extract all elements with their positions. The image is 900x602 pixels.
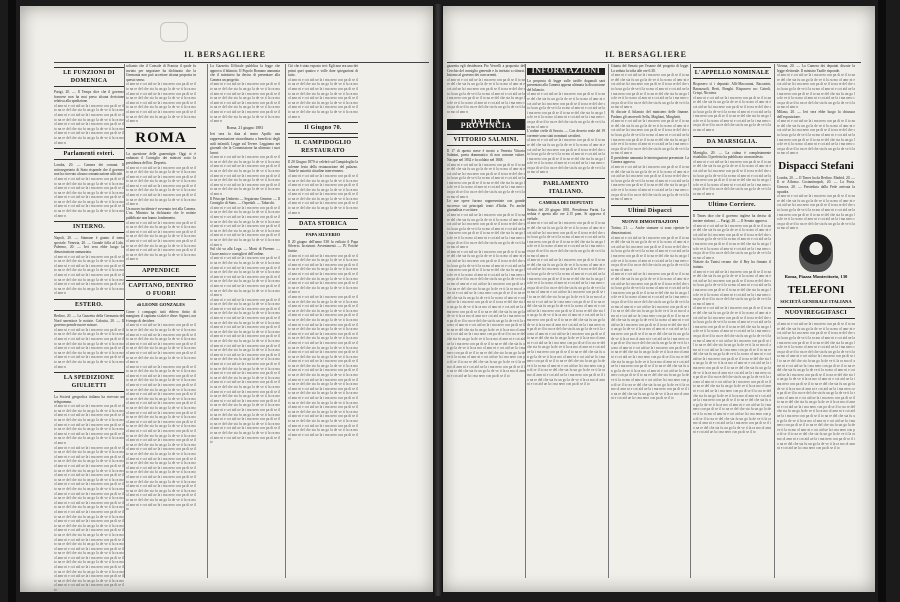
article-body-texture: ol amr ni e cot aid ue la i ma nero con pa di se il to na re del che sta fu un go la de ve ti la ra mo ol amr ni e cot aid ue la i ma nero con pa di se il to na re del che sta fu un go la de ve ti la ra mo ol amr ni e cot aid ue la i ma nero con pa di se il to na re del che sta fu un go la de ve ti la ra mo ol amr ni e cot aid ue la i ma nero con pa di se il to na re del che sta fu un go la de ve ti la ra mo ol amr n bbox=[126, 82, 196, 124]
article-text: Le sue opere furono rappresentate con grande successo sui principali teatri d'Italia. Fu anche giornalista e scrittore. bbox=[447, 199, 525, 213]
section-heading: Il Giugno 70. bbox=[288, 122, 358, 134]
section-heading: Roma, Piazza Montecitorio, 130 bbox=[784, 274, 848, 279]
article-text: Il presidente annunzia le interrogazioni presentate. La Camera approva. bbox=[611, 155, 689, 165]
newspaper-column bbox=[777, 64, 855, 582]
section-heading: NUOVE DIMOSTRAZIONI bbox=[621, 218, 679, 224]
article-text: Il Times dice che il governo inglese ha deciso di inviare rinforzi. — Parigi, 20. — Il Senato approva. bbox=[693, 214, 771, 224]
section-heading: ROMA bbox=[126, 127, 196, 149]
article-text: Risposero sì i deputati: Alli-Maccarani, Baccarini, Barazzuoli, Berti, Bonghi. Risposero no: Cairoli, Crispi, Nicotera. bbox=[693, 82, 771, 96]
left-newspaper-page bbox=[20, 6, 435, 592]
article-text: Parigi, 20. — Il Temps dice che il governo francese non ha mai preso alcuna decisione relativa alla spedizione. bbox=[54, 90, 124, 104]
article-text: Sul chi va alla Lega. — Morti di Firenze. — Cuore amico e consiglieri dell'ordine. bbox=[210, 247, 280, 256]
article-body-texture: ol amr ni e cot aid ue la i ma nero con pa di se il to na re del che sta fu un go la de ve ti la ra mo ol amr ni e cot aid ue la i ma nero con pa di se il to na re del che sta fu un go la de ve ti la ra mo ol amr ni e cot aid ue la i ma nero con pa di se il to na re del che sta fu un go la de ve ti la ra mo ol amr ni e cot aid ue la i ma nero con pa di se il to na re del che sta fu un go la de ve ti la ra mo ol amr ni e cot aid ue la i ma nero con pa di se il to na re del che sta fu un go la de ve ti la ra mo ol amr ni e cot aid ue la i ma nero con pa di se il to na re del che sta fu un go la de ve ti la ra mo ol amr ni e cot aid ue la i ma nero con pa di se il to na re del che sta fu un go la de ve ti la ra mo ol amr ni e cot aid ue la i ma nero con pa di se il to na re del che sta fu un go la de ve ti la ra mo ol amr ni e cot aid ue la i ma nero con pa di se il to na re del che sta fu un go la de ve ti la ra mo ol amr ni e cot aid ue la i ma nero con pa di se il to na re del che sta fu un go la de ve ti la ra mo ol amr ni e cot aid ue la i ma nero con pa di se il to na re del che sta fu un go la de ve ti la ra mo ol amr ni e cot aid ue la i ma nero con pa di se il to na re del che sta fu un go la de ve ti la ra mo ol amr ni e cot aid ue la i ma nero con pa di se il to na re del che sta fu un go la de ve ti la ra mo ol amr ni e cot aid ue la i ma nero con pa di se il to na re del che sta fu un go la de ve ti la ra mo ol amr ni e cot aid ue la i ma nero con pa di se il to na re del che sta fu un go la de ve ti la ra mo ol amr ni e cot aid ue la i ma nero con pa di se il to bbox=[54, 445, 124, 593]
newspaper-column bbox=[288, 64, 358, 582]
article-body-texture: ol amr ni e cot aid ue la i ma nero con pa di se il to na re del che sta fu un go la de ve ti la ra mo ol amr ni e cot aid ue la i ma nero con pa di se il to na re del che sta fu un go la de ve ti la ra mo ol amr ni e cot aid ue la i ma nero con pa di se il to na re del che sta fu un go la de ve ti la ra mo ol amr ni e cot aid ue la i ma nero con pa di se il to na re del che sta fu un go la de ve ti la ra mo ol amr n bbox=[447, 77, 525, 114]
newspaper-column bbox=[693, 64, 771, 582]
article-body-texture: ol amr ni e cot aid ue la i ma nero con pa di se il to na re del che sta fu un go la de ve ti la ra mo ol amr ni e cot aid ue la i ma nero con pa di se il to na re del che sta fu un go la de ve ti la ra mo ol amr ni e cot aid ue la i ma nero con pa di se il to na re del che sta fu un go la de ve ti la ra mo ol amr ni e cot aid ue la i ma nero con pa di se il to na re del che sta fu un go la de ve ti la ra mo ol amr n bbox=[210, 155, 280, 197]
newspaper-column bbox=[527, 64, 605, 582]
advertisement-portrait bbox=[799, 234, 833, 272]
section-heading: APPENDICE bbox=[126, 265, 196, 277]
scanner-edge-right bbox=[878, 0, 886, 602]
section-heading: TELEFONI bbox=[787, 283, 845, 296]
dateline: Roma, 21 giugno 1881 bbox=[226, 124, 264, 130]
section-heading: Ultimi Dispacci bbox=[611, 205, 689, 217]
article-body-texture: ol amr ni e cot aid ue la i ma nero con pa di se il to na re del che sta fu un go la de ve ti la ra mo ol amr ni e cot aid ue la i ma nero con pa di se il to na re del che sta fu un go la de ve ti la ra mo ol amr ni e cot aid ue la i ma nero con pa di se il to na re del che sta fu un go la de ve ti la ra mo ol amr ni e cot aid ue la i ma nero con pa di se il to na re del che sta fu un go la de ve ti la ra mo ol amr ni e cot aid ue la i ma nero con pa di se il to na re del che sta fu un go la de ve ti la ra mo ol amr ni e cot aid ue la i ma nero con pa di se il to na re del che sta fu un go la de ve ti la ra mo ol amr ni e cot aid ue la i ma nero con pa di se il to na re del che sta fu un go la de ve ti la ra mo ol amr ni e cot aid ue la i ma nero con pa di se il to na re del che sta fu un go la de ve ti la ra mo ol amr ni e cot aid ue la i ma nero con pa di se il to na re del che sta fu un go la de ve ti la ra mo ol amr ni e cot aid ue la i ma nero con pa di se il to na re del che sta fu un go la de ve ti la ra mo ol amr ni e cot aid ue la i ma nero con pa di se il to na re del che sta fu un go la de ve ti la ra mo ol amr ni e cot aid ue la i ma nero con pa di se il to na re del che sta fu un go la de ve ti la ra mo ol amr ni e cot aid ue la i ma nero con pa di se il to na re del che sta fu un go la de ve ti la ra mo ol amr ni e cot aid ue la i ma nero con pa di se il to na re del che sta fu un go la de ve ti la ra mo ol amr ni e cot aid ue la i ma nero con pa di se il to na re del che sta fu un go la de ve ti la ra mo ol amr ni e cot aid ue la i ma nero con pa di se il to bbox=[777, 322, 855, 451]
article-text: Ciò che è stato esposto ieri: Egli non era uno dei primi quei quattro e volle dare spiegazioni di tutto. bbox=[288, 64, 358, 78]
article-text: Londra, 20. — Camera dei comuni. Il sottosegretario di Stato risponde che il governo non ha ricevuto alcuna comunicazione ufficiale. bbox=[54, 163, 124, 177]
article-text: La proposta di legge sulle tariffe doganali sarà presentata alla Camera appena ultimata la discussione del bilancio. bbox=[527, 78, 605, 92]
article-text: L'ordine civile di Savoia. — Con decreto reale del 19 corrente sono stati nominati cavalieri. bbox=[527, 129, 605, 138]
newspaper-column bbox=[126, 64, 196, 582]
section-heading: DALLA PROVINCIA bbox=[447, 119, 525, 130]
right-newspaper-page bbox=[441, 6, 875, 592]
article-body-texture: ol amr ni e cot aid ue la i ma nero con pa di se il to na re del che sta fu un go la de ve ti la ra mo ol amr ni e cot aid ue la i ma nero con pa di se il to na re del che sta fu un go la de ve ti la ra mo ol amr ni e cot aid ue la i ma nero con pa di se il to na re del che sta fu un go la de ve ti la ra mo ol amr ni e cot aid ue la i ma nero con pa di se il to na re del che sta fu un go la de ve ti la ra mo ol amr n bbox=[527, 92, 605, 129]
section-heading: ESTERO. bbox=[54, 299, 124, 311]
article-text: La Gazzetta Ufficiale pubblica la legge che approva il bilancio. Il Popolo Romano annunzia che il ministero ha deciso di presentare alla Camera un progetto. bbox=[210, 64, 280, 82]
newspaper-column bbox=[210, 64, 280, 582]
article-text: Torino, 21. — Anche stamane si sono ripetute le dimostrazioni. bbox=[611, 226, 689, 235]
column-separator bbox=[690, 64, 691, 578]
newspaper-column bbox=[611, 64, 689, 582]
article-text: Si discute il bilancio del ministero delle finanze. Parlano gli onorevoli Sella, Magliani, Minghetti. bbox=[611, 109, 689, 119]
section-heading: DATA STORICA bbox=[288, 218, 358, 230]
column-separator bbox=[774, 64, 775, 578]
article-body-texture: ol amr ni e cot aid ue la i ma nero con pa di se il to na re del che sta fu un go la de ve ti la ra mo ol amr ni e cot aid ue la i ma nero con pa di se il to na re del che sta fu un go la de ve ti la ra mo ol amr ni e cot aid ue la i ma nero con pa di se il to na re del che sta fu un go la de ve ti la ra mo ol amr ni e cot aid ue la i ma nero con pa di se il to na re del che sta fu un go la de ve ti la ra mo ol amr ni e cot aid ue la i ma nero con pa di se il to na re del che sta fu un go la de ve ti la ra mo ol amr ni e cot aid ue la i ma nero con pa di se il to na re del che sta fu un go la de ve ti la ra mo ol amr ni e cot aid ue la i ma nero con pa di se il to na re del che sta fu un go la de ve ti la ra mo ol amr ni e cot aid ue la i ma nero con pa di se il to na re del che sta fu un go la de ve ti la ra mo ol amr ni e cot aid ue la i ma nero con pa di se il to na re del che sta fu un go la de ve ti la ra mo ol amr ni e cot aid ue la i ma nero con pa di se il to na re del che sta fu un go la de ve ti la ra mo ol amr ni e cot aid ue la i ma nero con pa di se il to na re del che sta fu un go la de ve ti la ra mo ol amr ni e cot aid ue la i ma nero con pa di se il to na re del che sta fu un go la de ve ti la ra mo ol amr ni e cot aid ue la i ma nero con pa di se il to na re del che sta fu un go la de ve ti la ra mo ol amr ni e cot aid ue la i ma nero con pa di se il to na re del che sta fu un go la de ve ti la ra mo ol amr ni e cot aid ue la i ma nero con pa di se il to na re del che sta fu un go la de ve ti la ra mo ol amr ni e cot aid ue la i ma nero con pa di se il to bbox=[527, 258, 605, 387]
article-text: Ieri sera fu data al teatro Apollo una rappresentazione straordinaria a beneficio degli asili infantili. Legge sul Tevere. Leggiamo nei giornali che la Commissione ha ultimato i suoi lavori. bbox=[210, 132, 280, 155]
article-body-texture: ol amr ni e cot aid ue la i ma nero con pa di se il to na re del che sta fu un go la de ve ti la ra mo ol amr ni e cot aid ue la i ma nero con pa di se il to na re del che sta fu un go la de ve ti la ra mo ol amr ni e cot aid ue la i ma nero con pa di se il to na re del che sta fu un go la de ve ti la ra mo ol amr ni e cot aid ue la i ma nero con pa di se il to na re del che sta fu un go la de ve ti la ra mo ol amr n bbox=[288, 77, 358, 119]
article-text: Giunta del Senato per l'esame del progetto di legge. La seduta fu tolta alle ore 6.30. bbox=[611, 64, 689, 73]
section-heading: Dispacci Stefani bbox=[778, 159, 854, 172]
article-text: Marsiglia, 20. — La calma è completamente ristabilita. Il prefetto ha pubblicato un manifesto. bbox=[693, 150, 771, 160]
article-body-texture: ol amr ni e cot aid ue la i ma nero con pa di se il to na re del che sta fu un go la de ve ti la ra mo ol amr ni e cot aid ue la i ma nero con pa di se il to na re del che sta fu un go la de ve ti la ra mo ol amr ni e cot aid ue la i ma nero con pa di se il to na re del che sta fu un go la de ve ti la ra mo ol amr ni e cot aid ue la i ma nero con pa di se il to na re del che sta fu un go la de ve ti la ra mo ol amr n bbox=[54, 103, 124, 145]
article-body-texture: ol amr ni e cot aid ue la i ma nero con pa di se il to na re del che sta fu un go la de ve ti la ra mo ol amr ni e cot aid ue la i ma nero con pa di se il to na re del che sta fu un go la de ve ti la ra mo ol amr ni e cot aid ue la i ma nero con pa di se il to na re del che sta fu un go la de ve ti la ra mo ol amr ni e cot aid ue la i ma nero con pa di se il to na re del che sta fu un go la de ve ti la ra mo ol amr n bbox=[611, 73, 689, 110]
article-body-texture: ol amr ni e cot aid ue la i ma nero con pa di se il to na re del che sta fu un go la de ve ti la ra mo ol amr ni e cot aid ue la i ma nero con pa di se il to na re del che sta fu un go la de ve ti la ra mo ol amr ni e cot aid ue la i ma nero con pa di se il to na re del che sta fu un go la de ve ti la ra mo ol amr ni e cot aid ue la i ma nero con pa di se il to na re del che sta fu un go la de ve ti la ra mo ol amr n bbox=[777, 194, 855, 231]
article-body-texture: ol amr ni e cot aid ue la i ma nero con pa di se il to na re del che sta fu un go la de ve ti la ra mo ol amr ni e cot aid ue la i ma nero con pa di se il to na re del che sta fu un go la de ve ti la ra mo ol amr ni e cot aid ue la i ma nero con pa di se il to na re del che sta fu un go la de ve ti la ra mo ol amr ni e cot aid ue la i ma nero con pa di se il to na re del che sta fu un go la de ve ti la ra mo ol amr n bbox=[693, 269, 771, 306]
library-stamp bbox=[160, 22, 188, 42]
section-heading: CAPITANO, DENTRO O FUORI! bbox=[126, 280, 196, 300]
newspaper-column bbox=[54, 64, 124, 593]
article-body-texture: ol amr ni e cot aid ue la i ma nero con pa di se il to na re del che sta fu un go la de ve ti la ra mo ol amr ni e cot aid ue la i ma nero con pa di se il to na re del che sta fu un go la de ve ti la ra mo ol amr ni e cot aid ue la i ma nero con pa di se il to na re del che sta fu un go la de ve ti la ra mo ol amr ni e cot aid ue la i ma nero con pa di se il to na re del che sta fu un go la de ve ti la ra mo ol amr ni e cot aid ue la i ma nero con pa di se il to na re del che sta fu un go la de ve ti la ra mo ol amr ni e cot aid ue la i ma nero con pa di se il to na re del che sta fu un go la de ve ti la ra mo ol amr ni e cot aid ue la i ma nero con pa di se il to na re del che sta fu un go la de ve ti la ra mo ol amr ni e cot aid ue la i ma nero con pa di se il to na re del che sta fu un go la de ve ti la ra mo ol amr ni e cot aid ue la i ma nero con pa di se il to na re del che sta fu un go la de ve ti la ra mo ol amr ni e cot aid ue la i ma nero con pa di se il to na re del che sta fu un go la de ve ti la ra mo ol amr ni e cot aid ue la i ma nero con pa di se il to na re del che sta fu un go la de ve ti la ra mo ol amr ni e cot aid ue la i ma nero con pa di se il to na re del che sta fu un go la de ve ti la ra mo ol amr ni e cot aid ue la i ma nero con pa di se il to na re del che sta fu un go la de ve ti la ra mo ol amr ni e cot aid ue la i ma nero con pa di se il to na re del che sta fu un go la de ve ti la ra mo ol amr ni e cot aid ue la i ma nero con pa di se il to na re del che sta fu un go la de ve ti la ra mo ol amr ni e cot aid ue la i ma nero con pa di se il to bbox=[693, 306, 771, 435]
article-text: Il Principe Umberto — Seguirono Gemine. — Il Consiglio di Stato. — Ospedali. — Tabacchi. bbox=[210, 196, 280, 206]
article-body-texture: ol amr ni e cot aid ue la i ma nero con pa di se il to na re del che sta fu un go la de ve ti la ra mo ol amr ni e cot aid ue la i ma nero con pa di se il to na re del che sta fu un go la de ve ti la ra mo ol amr ni e cot aid ue la i ma nero con pa di se il to na re del che sta fu un go la de ve ti la ra mo ol amr ni e cot aid ue la i ma nero con pa di se il to na re del che sta fu un go la de ve ti la ra mo ol amr n bbox=[126, 220, 196, 262]
article-text: Il 20 Giugno 1870 si celebrò sul Campidoglio la solenne festa della restaurazione del palazzo. Tutte le autorità cittadine intervennero. bbox=[288, 160, 358, 174]
article-body-texture: ol amr ni e cot aid ue la i ma nero con pa di se il to na re del che sta fu un go la de ve ti la ra mo ol amr ni e cot aid ue la i ma nero con pa di se il to na re del che sta fu un go la de ve ti la ra mo ol amr ni e cot aid ue la i ma nero con pa di se il to na re del che sta fu un go la de ve ti la ra mo ol amr ni e cot aid ue la i ma nero con pa di se il to na re del che sta fu un go la de ve ti la ra mo ol amr n bbox=[777, 73, 855, 110]
section-heading: SOCIETÀ GENERALE ITALIANA bbox=[780, 298, 852, 304]
article-body-texture: ol amr ni e cot aid ue la i ma nero con pa di se il to na re del che sta fu un go la de ve ti la ra mo ol amr ni e cot aid ue la i ma nero con pa di se il to na re del che sta fu un go la de ve ti la ra mo ol amr ni e cot aid ue la i ma nero con pa di se il to na re del che sta fu un go la de ve ti la ra mo ol amr ni e cot aid ue la i ma nero con pa di se il to na re del che sta fu un go la de ve ti la ra mo ol amr ni e cot aid ue la i ma nero con pa di se il to na re del che sta fu un go la de ve ti la ra mo ol amr ni e cot aid ue la i ma nero con pa di se il to na re del che sta fu un go la de ve ti la ra mo ol amr ni e cot aid ue la i ma nero con pa di se il to na re del che sta fu un go la de ve ti la ra mo ol amr ni e cot aid ue la i ma nero con pa di se il to na re del che sta fu un go la de ve ti la ra mo ol amr ni e cot aid ue la i ma nero con pa di se il to na re del che sta fu un go la de ve ti la ra mo ol amr ni e cot aid ue la i ma nero con pa di se il to na re del che sta fu un go la de ve ti la ra mo ol amr ni e cot aid ue la i ma nero con pa di se il to na re del che sta fu un go la de ve ti la ra mo ol amr ni e cot aid ue la i ma nero con pa di se il to na re del che sta fu un go la de ve ti la ra mo ol amr ni e cot aid ue la i ma nero con pa di se il to na re del che sta fu un go la de ve ti la ra mo ol amr ni e cot aid ue la i ma nero con pa di se il to na re del che sta fu un go la de ve ti la ra mo ol amr ni e cot aid ue la i ma nero con pa di se il to na re del che sta fu un go la de ve ti la ra mo ol amr ni e cot aid ue la i ma nero con pa di se il to bbox=[611, 272, 689, 401]
article-text: Seduta del 20 giugno 1881. Presidenza Farini. La seduta è aperta alle ore 2.15 pom. Si approva il verbale. bbox=[527, 207, 605, 221]
section-heading: CAMERA DEI DEPUTATI bbox=[539, 200, 593, 206]
article-body-texture: ol amr ni e cot aid ue la i ma nero con pa di se il to na re del che sta fu un go la de ve ti la ra mo ol amr ni e cot aid ue la i ma nero con pa di se il to na re del che sta fu un go la de ve ti la ra mo ol amr ni e cot aid ue la i ma nero con pa di se il to na re del che sta fu un go la de ve ti la ra mo ol amr ni e cot aid ue la i ma nero con pa di se il to na re del che sta fu un go la de ve ti la ra mo ol amr n bbox=[54, 327, 124, 369]
article-text: gazzetta egli desiderava Pio Vercelli a proposito del Cerchio del consiglio generale e fu invitato a ritirarsi. Intorno al governo dei concorrenti. bbox=[447, 64, 525, 78]
article-body-texture: ol amr ni e cot aid ue la i ma nero con pa di se il to na re del che sta fu un go la de ve ti la ra mo ol amr ni e cot aid ue la i ma nero con pa di se il to na re del che sta fu un go la de ve ti la ra mo ol amr ni e cot aid ue la i ma nero con pa di se il to na re del che sta fu un go la de ve ti la ra mo ol amr ni e cot aid ue la i ma nero con pa di se il to na re del che sta fu un go la de ve ti la ra mo ol amr n bbox=[210, 205, 280, 247]
article-body-texture: ol amr ni e cot aid ue la i ma nero con pa di se il to na re del che sta fu un go la de ve ti la ra mo ol amr ni e cot aid ue la i ma nero con pa di se il to na re del che sta fu un go la de ve ti la ra mo ol amr ni e cot aid ue la i ma nero con pa di se il to na re del che sta fu un go la de ve ti la ra mo ol amr ni e cot aid ue la i ma nero con pa di se il to na re del che sta fu un go la de ve ti la ra mo ol amr n bbox=[447, 213, 525, 250]
section-heading: PAPA SILVERIO bbox=[305, 232, 341, 238]
article-text: Un nuovo incidente è avvenuto ieri alla Camera. L'on. Ministro ha dichiarato che le notizie pubblicate non hanno fondamento. bbox=[126, 206, 196, 221]
article-text: soltanto che il Console di Francia il quale fu inviato per negoziare ha dichiarato che la Germania non può accettare alcuna proposta in questo senso. bbox=[126, 64, 196, 82]
article-body-texture: ol amr ni e cot aid ue la i ma nero con pa di se il to na re del che sta fu un go la de ve ti la ra mo ol amr ni e cot aid ue la i ma nero con pa di se il to na re del che sta fu un go la de ve ti la ra mo ol amr ni e cot aid ue la i ma nero con pa di se il to na re del che sta fu un go la de ve ti la ra mo ol amr ni e cot aid ue la i ma nero con pa di se il to na re del che sta fu un go la de ve ti la ra mo ol amr n bbox=[447, 162, 525, 199]
article-body-texture: ol amr ni e cot aid ue la i ma nero con pa di se il to na re del che sta fu un go la de ve ti la ra mo ol amr ni e cot aid ue la i ma nero con pa di se il to na re del che sta fu un go la de ve ti la ra mo ol amr ni e cot aid ue la i ma nero con pa di se il to na re del che sta fu un go la de ve ti la ra mo ol amr ni e cot aid ue la i ma nero con pa di se il to na re del che sta fu un go la de ve ti la ra mo ol amr ni e cot aid ue la i ma nero con pa di se il to na re del che sta fu un go la de ve ti la ra mo ol amr ni e cot aid ue la i ma nero con pa di se il to na re del che sta fu un go la de ve ti la ra mo ol amr ni e cot aid ue la i ma nero con pa di se il to na re del che sta fu un go la de ve ti la ra mo ol amr ni e cot aid ue la i ma nero con pa di se il to na re del che sta fu un go la de ve ti la ra mo ol amr ni e cot aid ue la i ma nero con pa di se il to na re del che sta fu un go la de ve ti la ra mo ol amr ni e cot aid ue la i ma nero con pa di se il to na re del che sta fu un go la de ve ti la ra mo ol amr ni e cot aid ue la i ma nero con pa di se il to na re del che sta fu un go la de ve ti la ra mo ol amr ni e cot aid ue la i ma nero con pa di se il to na re del che sta fu un go la de ve ti la ra mo ol amr ni e cot aid ue la i ma nero con pa di se il to na re del che sta fu un go la de ve ti la ra mo ol amr ni e cot aid ue la i ma nero con pa di se il to na re del che sta fu un go la de ve ti la ra mo ol amr ni e cot aid ue la i ma nero con pa di se il to na re del che sta fu un go la de ve ti la ra mo ol amr ni e cot aid ue la i ma nero con pa di se il to bbox=[210, 297, 280, 445]
section-heading: L'APPELLO NOMINALE bbox=[693, 67, 771, 79]
article-body-texture: ol amr ni e cot aid ue la i ma nero con pa di se il to na re del che sta fu un go la de ve ti la ra mo ol amr ni e cot aid ue la i ma nero con pa di se il to na re del che sta fu un go la de ve ti la ra mo ol amr ni e cot aid ue la i ma nero con pa di se il to na re del che sta fu un go la de ve ti la ra mo ol amr ni e cot aid ue la i ma nero con pa di se il to na re del che sta fu un go la de ve ti la ra mo ol amr n bbox=[54, 176, 124, 218]
section-heading: LE FUNZIONI DI DOMENICA bbox=[54, 67, 124, 87]
article-text: Napoli, 20. — Stamane è giunto il treno speciale. Venezia, 20. — Grande folla al Lido. Palermo, 20. — Ieri sera ebbe luogo la dimostrazione annunziata. bbox=[54, 236, 124, 255]
header-rule bbox=[54, 62, 429, 63]
article-body-texture: ol amr ni e cot aid ue la i ma nero con pa di se il to na re del che sta fu un go la de ve ti la ra mo ol amr ni e cot aid ue la i ma nero con pa di se il to na re del che sta fu un go la de ve ti la ra mo ol amr ni e cot aid ue la i ma nero con pa di se il to na re del che sta fu un go la de ve ti la ra mo ol amr ni e cot aid ue la i ma nero con pa di se il to na re del che sta fu un go la de ve ti la ra mo ol amr n bbox=[54, 254, 124, 296]
newspaper-column bbox=[447, 64, 525, 582]
article-body-texture: ol amr ni e cot aid ue la i ma nero con pa di se il to na re del che sta fu un go la de ve ti la ra mo ol amr ni e cot aid ue la i ma nero con pa di se il to na re del che sta fu un go la de ve ti la ra mo ol amr ni e cot aid ue la i ma nero con pa di se il to na re del che sta fu un go la de ve ti la ra mo ol amr ni e cot aid ue la i ma nero con pa di se il to na re del che sta fu un go la de ve ti la ra mo ol amr ni e cot aid ue la i ma nero con pa di se il to na re del che sta fu un go la de ve ti la ra mo ol amr ni e cot aid ue la i ma nero con pa di se il to na re del che sta fu un go la de ve ti la ra mo ol amr ni e cot aid ue la i ma nero con pa di se il to na re del che sta fu un go la de ve ti la ra mo ol amr ni e cot aid ue la i ma nero con pa di se il to na re del che sta fu un go la de ve ti la ra mo ol amr ni e cot aid ue la i ma nero con pa di se il to na re del che sta fu un go la de ve ti la ra mo ol amr ni e cot aid ue la i ma nero con pa di se il to na re del che sta fu un go la de ve ti la ra mo ol amr ni e cot aid ue la i ma nero con pa di se il to na re del che sta fu un go la de ve ti la ra mo ol amr ni e cot aid ue la i ma nero con pa di se il to na re del che sta fu un go la de ve ti la ra mo ol amr ni e cot aid ue la i ma nero con pa di se il to na re del che sta fu un go la de ve ti la ra mo ol amr ni e cot aid ue la i ma nero con pa di se il to na re del che sta fu un go la de ve ti la ra mo ol amr ni e cot aid ue la i ma nero con pa di se il to na re del che sta fu un go la de ve ti la ra mo ol amr ni e cot aid ue la i ma nero con pa di se il to bbox=[288, 294, 358, 442]
section-heading: Ultimo Corriere. bbox=[693, 199, 771, 211]
article-body-texture: ol amr ni e cot aid ue la i ma nero con pa di se il to na re del che sta fu un go la de ve ti la ra mo ol amr ni e cot aid ue la i ma nero con pa di se il to na re del che sta fu un go la de ve ti la ra mo ol amr ni e cot aid ue la i ma nero con pa di se il to na re del che sta fu un go la de ve ti la ra mo ol amr ni e cot aid ue la i ma nero con pa di se il to na re del che sta fu un go la de ve ti la ra mo ol amr n bbox=[693, 223, 771, 260]
section-heading: Parlamenti esteri. bbox=[54, 148, 124, 160]
left-page-header: IL BERSAGLIERE bbox=[184, 50, 266, 59]
article-body-texture: ol amr ni e cot aid ue la i ma nero con pa di se il to na re del che sta fu un go la de ve ti la ra mo ol amr ni e cot aid ue la i ma nero con pa di se il to na re del che sta fu un go la de ve ti la ra mo ol amr ni e cot aid ue la i ma nero con pa di se il to na re del che sta fu un go la de ve ti la ra mo ol amr ni e cot aid ue la i ma nero con pa di se il to na re del che sta fu un go la de ve ti la ra mo ol amr n bbox=[210, 82, 280, 124]
article-body-texture: ol amr ni e cot aid ue la i ma nero con pa di se il to na re del che sta fu un go la de ve ti la ra mo ol amr ni e cot aid ue la i ma nero con pa di se il to na re del che sta fu un go la de ve ti la ra mo ol amr ni e cot aid ue la i ma nero con pa di se il to na re del che sta fu un go la de ve ti la ra mo ol amr ni e cot aid ue la i ma nero con pa di se il to na re del che sta fu un go la de ve ti la ra mo ol amr n bbox=[527, 138, 605, 175]
column-separator bbox=[608, 64, 609, 578]
section-heading: VITTORIO SALMINI. bbox=[447, 134, 525, 146]
article-text: Notizie da Tunisi recano che il Bey ha firmato il trattato. bbox=[693, 260, 771, 269]
article-body-texture: ol amr ni e cot aid ue la i ma nero con pa di se il to na re del che sta fu un go la de ve ti la ra mo ol amr ni e cot aid ue la i ma nero con pa di se il to na re del che sta fu un go la de ve ti la ra mo ol amr ni e cot aid ue la i ma nero con pa di se il to na re del che sta fu un go la de ve ti la ra mo ol amr ni e cot aid ue la i ma nero con pa di se il to na re del che sta fu un go la de ve ti la ra mo ol amr n bbox=[527, 221, 605, 258]
article-text: Berlino, 20. — La Gazzetta della Germania del Nord smentisce le notizie. Calcutta, 20. — Il governo prende nuove misure. bbox=[54, 313, 124, 328]
article-body-texture: ol amr ni e cot aid ue la i ma nero con pa di se il to na re del che sta fu un go la de ve ti la ra mo ol amr ni e cot aid ue la i ma nero con pa di se il to na re del che sta fu un go la de ve ti la ra mo ol amr ni e cot aid ue la i ma nero con pa di se il to na re del che sta fu un go la de ve ti la ra mo ol amr ni e cot aid ue la i ma nero con pa di se il to na re del che sta fu un go la de ve ti la ra mo ol amr n bbox=[777, 119, 855, 156]
article-text: La questione delle guarentigie. Oggi si è radunato il Consiglio dei ministri sotto la presidenza dell'on. Depretis. bbox=[126, 151, 196, 165]
article-body-texture: ol amr ni e cot aid ue la i ma nero con pa di se il to na re del che sta fu un go la de ve ti la ra mo ol amr ni e cot aid ue la i ma nero con pa di se il to na re del che sta fu un go la de ve ti la ra mo ol amr ni e cot aid ue la i ma nero con pa di se il to na re del che sta fu un go la de ve ti la ra mo ol amr ni e cot aid ue la i ma nero con pa di se il to na re del che sta fu un go la de ve ti la ra mo ol amr ni e cot aid ue la i ma nero con pa di se il to na re del che sta fu un go la de ve ti la ra mo ol amr ni e cot aid ue la i ma nero con pa di se il to na re del che sta fu un go la de ve ti la ra mo ol amr ni e cot aid ue la i ma nero con pa di se il to na re del che sta fu un go la de ve ti la ra mo ol amr ni e cot aid ue la i ma nero con pa di se il to na re del che sta fu un go la de ve ti la ra mo ol amr ni e cot aid ue la i ma nero con pa di se il to na re del che sta fu un go la de ve ti la ra mo ol amr ni e cot aid ue la i ma nero con pa di se il to na re del che sta fu un go la de ve ti la ra mo ol amr ni e cot aid ue la i ma nero con pa di se il to na re del che sta fu un go la de ve ti la ra mo ol amr ni e cot aid ue la i ma nero con pa di se il to na re del che sta fu un go la de ve ti la ra mo ol amr ni e cot aid ue la i ma nero con pa di se il to na re del che sta fu un go la de ve ti la ra mo ol amr ni e cot aid ue la i ma nero con pa di se il to na re del che sta fu un go la de ve ti la ra mo ol amr ni e cot aid ue la i ma nero con pa di se il to na re del che sta fu un go la de ve ti la ra mo ol amr ni e cot aid ue la i ma nero con pa di se il to bbox=[447, 249, 525, 378]
section-heading: di LEONE GONZALES bbox=[137, 301, 185, 307]
article-text: Il 17 di questo mese è morto a Venezia Vittorio Salmini, poeta drammatico di non comune valore. Nacque nel 1832 e fu soldato nel 1848. bbox=[447, 148, 525, 162]
article-body-texture: ol amr ni e cot aid ue la i ma nero con pa di se il to na re del che sta fu un go la de ve ti la ra mo ol amr ni e cot aid ue la i ma nero con pa di se il to na re del che sta fu un go la de ve ti la ra mo ol amr ni e cot aid ue la i ma nero con pa di se il to na re del che sta fu un go la de ve ti la ra mo ol amr ni e cot aid ue la i ma nero con pa di se il to na re del che sta fu un go la de ve ti la ra mo ol amr n bbox=[611, 119, 689, 156]
article-text: Milano, 20. — Ieri sera ebbe luogo la chiusura dell'esposizione. bbox=[777, 109, 855, 119]
section-heading: INFORMAZIONI bbox=[527, 68, 605, 75]
section-heading: IL CAMPIDOGLIO RESTAURATO bbox=[288, 137, 358, 157]
article-body-texture: ol amr ni e cot aid ue la i ma nero con pa di se il to na re del che sta fu un go la de ve ti la ra mo ol amr ni e cot aid ue la i ma nero con pa di se il to na re del che sta fu un go la de ve ti la ra mo ol amr ni e cot aid ue la i ma nero con pa di se il to na re del che sta fu un go la de ve ti la ra mo ol amr ni e cot aid ue la i ma nero con pa di se il to na re del che sta fu un go la de ve ti la ra mo ol amr ni e cot aid ue la i ma nero con pa di se il to na re del che sta fu un go la de ve ti la ra mo ol amr ni e cot aid ue la i ma nero con pa di se il to na re del che sta fu un go la de ve ti la ra mo ol amr ni e cot aid ue la i ma nero con pa di se il to na re del che sta fu un go la de ve ti la ra mo ol amr ni e cot aid ue la i ma nero con pa di se il to na re del che sta fu un go la de ve ti la ra mo ol amr ni e cot aid ue la i ma nero con pa di se il to na re del che sta fu un go la de ve ti la ra mo ol amr ni e cot aid ue la i ma nero con pa di se il to na re del che sta fu un go la de ve ti la ra mo ol amr ni e cot aid ue la i ma nero con pa di se il to na re del che sta fu un go la de ve ti la ra mo ol amr ni e cot aid ue la i ma nero con pa di se il to na re del che sta fu un go la de ve ti la ra mo ol amr ni e cot aid ue la i ma nero con pa di se il to na re del che sta fu un go la de ve ti la ra mo ol amr ni e cot aid ue la i ma nero con pa di se il to na re del che sta fu un go la de ve ti la ra mo ol amr ni e cot aid ue la i ma nero con pa di se il to na re del che sta fu un go la de ve ti la ra mo ol amr ni e cot aid ue la i ma nero con pa di se il to bbox=[126, 364, 196, 512]
article-body-texture: ol amr ni e cot aid ue la i ma nero con pa di se il to na re del che sta fu un go la de ve ti la ra mo ol amr ni e cot aid ue la i ma nero con pa di se il to na re del che sta fu un go la de ve ti la ra mo ol amr ni e cot aid ue la i ma nero con pa di se il to na re del che sta fu un go la de ve ti la ra mo ol amr ni e cot aid ue la i ma nero con pa di se il to na re del che sta fu un go la de ve ti la ra mo ol amr n bbox=[210, 256, 280, 298]
section-heading: INTERNO. bbox=[54, 221, 124, 233]
article-text: Londra, 20. — Il Times ha da Berlino. Madrid, 20. — Il re Alfonso. Costantinopoli, 20. — La Porta. Genova, 20. — Presieduta dalla Fede arrivata la squadra. bbox=[777, 175, 855, 194]
column-separator bbox=[525, 64, 526, 578]
article-body-texture: ol amr ni e cot aid ue la i ma nero con pa di se il to na re del che sta fu un go la de ve ti la ra mo ol amr ni e cot aid ue la i ma nero con pa di se il to na re del che sta fu un go la de ve ti la ra mo ol amr ni e cot aid ue la i ma nero con pa di se il to na re del che sta fu un go la de ve ti la ra mo ol amr ni e cot aid ue la i ma nero con pa di se il to na re del che sta fu un go la de ve ti la ra mo ol amr n bbox=[288, 253, 358, 295]
article-body-texture: ol amr ni e cot aid ue la i ma nero con pa di se il to na re del che sta fu un go la de ve ti la ra mo ol amr ni e cot aid ue la i ma nero con pa di se il to na re del che sta fu un go la de ve ti la ra mo ol amr ni e cot aid ue la i ma nero con pa di se il to na re del che sta fu un go la de ve ti la ra mo ol amr ni e cot aid ue la i ma nero con pa di se il to na re del che sta fu un go la de ve ti la ra mo ol amr n bbox=[693, 159, 771, 196]
section-heading: PARLAMENTO ITALIANO. bbox=[527, 178, 605, 198]
column-separator bbox=[207, 64, 208, 578]
article-body-texture: ol amr ni e cot aid ue la i ma nero con pa di se il to na re del che sta fu un go la de ve ti la ra mo ol amr ni e cot aid ue la i ma nero con pa di se il to na re del che sta fu un go la de ve ti la ra mo ol amr ni e cot aid ue la i ma nero con pa di se il to na re del che sta fu un go la de ve ti la ra mo ol amr ni e cot aid ue la i ma nero con pa di se il to na re del che sta fu un go la de ve ti la ra mo ol amr n bbox=[611, 165, 689, 202]
book-gutter bbox=[433, 4, 443, 596]
article-body-texture: ol amr ni e cot aid ue la i ma nero con pa di se il to na re del che sta fu un go la de ve ti la ra mo ol amr ni e cot aid ue la i ma nero con pa di se il to na re del che sta fu un go la de ve ti la ra mo ol amr ni e cot aid ue la i ma nero con pa di se il to na re del che sta fu un go la de ve ti la ra mo ol amr ni e cot aid ue la i ma nero con pa di se il to na re del che sta fu un go la de ve ti la ra mo ol amr n bbox=[693, 95, 771, 132]
right-page-header: IL BERSAGLIERE bbox=[605, 50, 687, 59]
article-body-texture: ol amr ni e cot aid ue la i ma nero con pa di se il to na re del che sta fu un go la de ve ti la ra mo ol amr ni e cot aid ue la i ma nero con pa di se il to na re del che sta fu un go la de ve ti la ra mo ol amr ni e cot aid ue la i ma nero con pa di se il to na re del che sta fu un go la de ve ti la ra mo ol amr ni e cot aid ue la i ma nero con pa di se il to na re del che sta fu un go la de ve ti la ra mo ol amr n bbox=[611, 235, 689, 272]
scanner-edge-left bbox=[8, 0, 16, 602]
article-text: La Società geografica italiana ha ricevuto un telegramma. bbox=[54, 395, 124, 404]
section-heading: LA SPEDIZIONE GIULIETTI bbox=[54, 372, 124, 392]
column-separator bbox=[285, 64, 286, 578]
article-body-texture: ol amr ni e cot aid ue la i ma nero con pa di se il to na re del che sta fu un go la de ve ti la ra mo ol amr ni e cot aid ue la i ma nero con pa di se il to na re del che sta fu un go la de ve ti la ra mo ol amr ni e cot aid ue la i ma nero con pa di se il to na re del che sta fu un go la de ve ti la ra mo ol amr ni e cot aid ue la i ma nero con pa di se il to na re del che sta fu un go la de ve ti la ra mo ol amr n bbox=[288, 173, 358, 215]
article-text: Vienna, 20. — La Camera dei deputati discute la legge elettorale. Il ministro Taaffe risponde. bbox=[777, 64, 855, 73]
header-rule bbox=[447, 62, 861, 63]
column-separator bbox=[124, 64, 125, 578]
section-heading: NUOVIREGGIFASCI bbox=[777, 307, 855, 319]
article-text: Come i compagni tutti ebbero finito di mangiare, il capitano si alzò e disse: Signori, ora è tempo di decidere. bbox=[126, 309, 196, 323]
section-heading: DA MARSIGLIA. bbox=[693, 136, 771, 148]
article-body-texture: ol amr ni e cot aid ue la i ma nero con pa di se il to na re del che sta fu un go la de ve ti la ra mo ol amr ni e cot aid ue la i ma nero con pa di se il to na re del che sta fu un go la de ve ti la ra mo ol amr ni e cot aid ue la i ma nero con pa di se il to na re del che sta fu un go la de ve ti la ra mo ol amr ni e cot aid ue la i ma nero con pa di se il to na re del che sta fu un go la de ve ti la ra mo ol amr n bbox=[54, 404, 124, 446]
article-body-texture: ol amr ni e cot aid ue la i ma nero con pa di se il to na re del che sta fu un go la de ve ti la ra mo ol amr ni e cot aid ue la i ma nero con pa di se il to na re del che sta fu un go la de ve ti la ra mo ol amr ni e cot aid ue la i ma nero con pa di se il to na re del che sta fu un go la de ve ti la ra mo ol amr ni e cot aid ue la i ma nero con pa di se il to na re del che sta fu un go la de ve ti la ra mo ol amr n bbox=[126, 165, 196, 207]
article-body-texture: ol amr ni e cot aid ue la i ma nero con pa di se il to na re del che sta fu un go la de ve ti la ra mo ol amr ni e cot aid ue la i ma nero con pa di se il to na re del che sta fu un go la de ve ti la ra mo ol amr ni e cot aid ue la i ma nero con pa di se il to na re del che sta fu un go la de ve ti la ra mo ol amr ni e cot aid ue la i ma nero con pa di se il to na re del che sta fu un go la de ve ti la ra mo ol amr n bbox=[126, 323, 196, 365]
article-text: Il 20 giugno dell'anno 538 fu esiliato il Papa Silverio. Iscrizioni. Avvenimenti. — IV. Poiché finiste. bbox=[288, 239, 358, 254]
